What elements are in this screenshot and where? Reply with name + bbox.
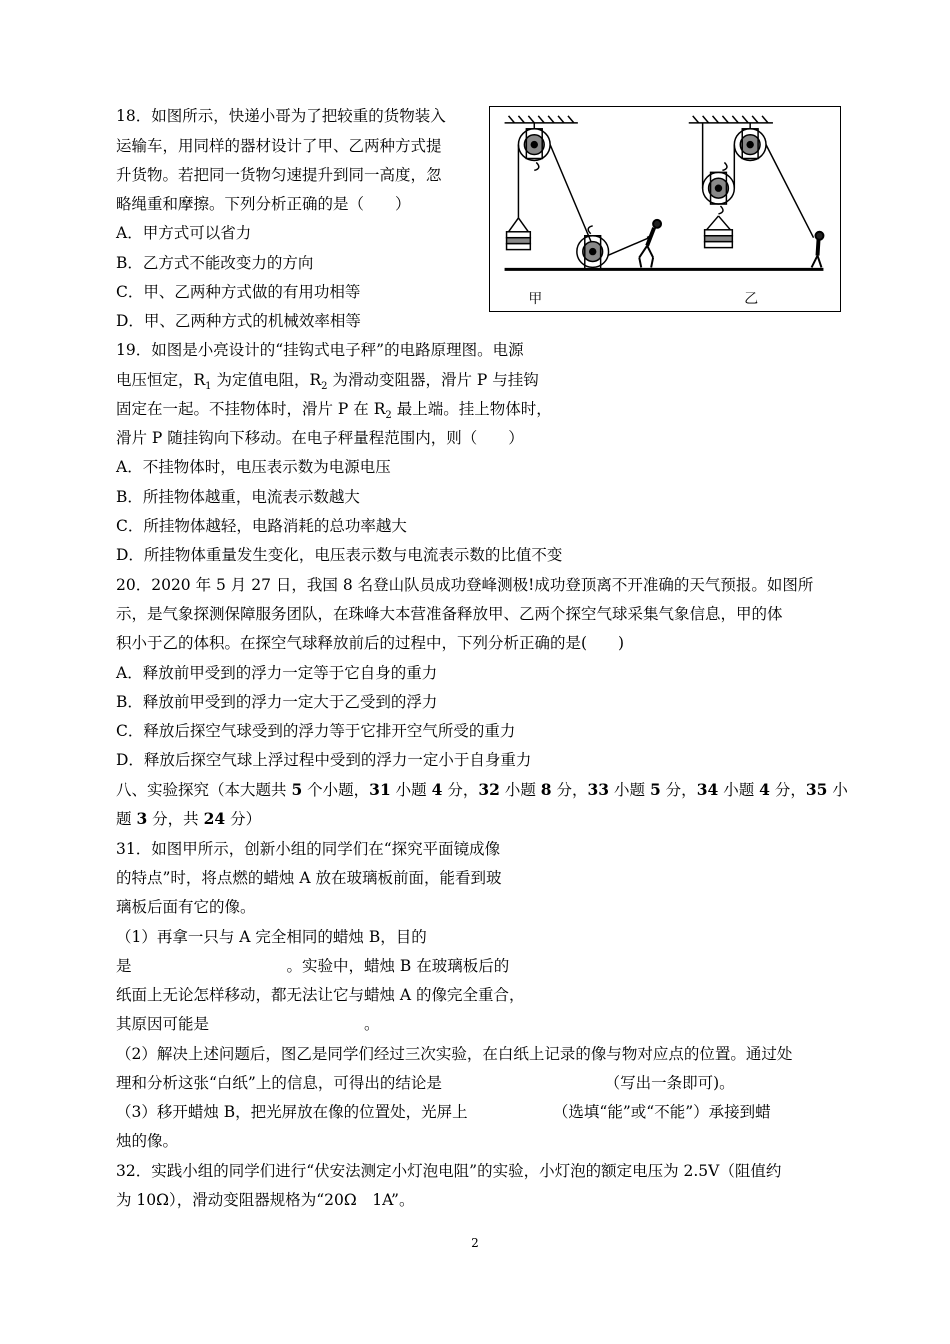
q19-stem-line-3: 固定在一起。不挂物体时，滑片 P 在 $R_2$ 最上端。挂上物体时， [116,400,552,422]
left-load [507,218,531,250]
q19-option-b: B．所挂物体越重，电流表示数越大 [116,488,360,506]
q18-stem-line-3: 升货物。若把同一货物匀速提升到同一高度，忽 [116,166,442,184]
q18-option-d: D．甲、乙两种方式的机械效率相等 [116,312,361,330]
q32-line-1: 32．实践小组的同学们进行“伏安法测定小灯泡电阻”的实验，小灯泡的额定电压为 2.5V（阻值约 [116,1162,782,1180]
q19-stem-line-1: 19．如图是小亮设计的“挂钩式电子秤”的电路原理图。电源 [116,341,524,359]
q18-stem-line-2: 运输车，用同样的器材设计了甲、乙两种方式提 [116,137,442,155]
q19-option-a: A．不挂物体时，电压表示数为电源电压 [116,458,391,476]
q18-option-b: B．乙方式不能改变力的方向 [116,254,314,272]
right-load [705,216,733,248]
section-8-line-1: 八、实验探究（本大题共 5 个小题，31 小题 4 分，32 小题 8 分，33 小题 5 分，34 小题 4 分，35 小 [116,780,848,799]
q19-option-d: D．所挂物体重量发生变化，电压表示数与电流表示数的比值不变 [116,546,563,564]
q31-line-1: 31．如图甲所示，创新小组的同学们在“探究平面镜成像 [116,840,501,858]
q31-line-4: （1）再拿一只与 A 完全相同的蜡烛 B，目的 [116,928,427,946]
movable-pulley [703,123,735,214]
q31-line-10: （3）移开蜡烛 B，把光屏放在像的位置处，光屏上 （选填“能”或“不能”）承接到蜡 [116,1103,771,1121]
q32-line-2: 为 10Ω），滑动变阻器规格为“20Ω 1A”。 [116,1191,415,1209]
q31-line-9: 理和分析这张“白纸”上的信息，可得出的结论是 （写出一条即可)。 [116,1074,735,1092]
q20-stem-line-3: 积小于乙的体积。在探空气球释放前后的过程中，下列分析正确的是( ) [116,634,625,652]
q31-line-6: 纸面上无论怎样移动，都无法让它与蜡烛 A 的像完全重合， [116,986,525,1004]
q18-stem-line-4: 略绳重和摩擦。下列分析正确的是（ ） [116,195,411,213]
q18-option-c: C．甲、乙两种方式做的有用功相等 [116,283,361,301]
pulley-figure [489,106,841,312]
ceiling-right [689,116,773,123]
q20-option-d: D．释放后探空气球上浮过程中受到的浮力一定小于自身重力 [116,751,532,769]
right-fixed-pulley [734,123,813,238]
ceiling-left [505,116,578,123]
q20-option-b: B．释放前甲受到的浮力一定大于乙受到的浮力 [116,693,438,711]
q31-line-8: （2）解决上述问题后，图乙是同学们经过三次实验，在白纸上记录的像与物对应点的位置。通过处 [116,1045,793,1063]
left-fixed-pulley [518,123,592,246]
q31-line-5: 是 。实验中，蜡烛 B 在玻璃板后的 [116,957,510,975]
q18-option-a: A．甲方式可以省力 [116,224,252,242]
q20-option-c: C．释放后探空气球受到的浮力等于它排开空气所受的重力 [116,722,516,740]
left-person [639,220,661,268]
q31-line-2: 的特点”时，将点燃的蜡烛 A 放在玻璃板前面，能看到玻 [116,869,502,887]
q31-line-11: 烛的像。 [116,1132,179,1150]
q19-option-c: C．所挂物体越轻，电路消耗的总功率越大 [116,517,407,535]
pulley-diagram [490,107,840,311]
q19-stem-line-2: 电压恒定，$R_1$ 为定值电阻，$R_2$ 为滑动变阻器，滑片 P 与挂钩 [116,371,539,393]
section-8-line-2: 题 3 分，共 24 分） [116,809,262,828]
figure-label-yi: 乙 [744,291,759,308]
q20-option-a: A．释放前甲受到的浮力一定等于它自身的重力 [116,664,438,682]
figure-label-jia: 甲 [528,291,543,308]
q20-stem-line-2: 示，是气象探测保障服务团队，在珠峰大本营准备释放甲、乙两个探空气球采集气象信息，甲的体 [116,605,783,623]
q31-line-7: 其原因可能是 。 [116,1015,380,1033]
q31-line-3: 璃板后面有它的像。 [116,898,256,916]
q19-stem-line-4: 滑片 P 随挂钩向下移动。在电子秤量程范围内，则（ ） [116,429,524,447]
q18-stem-line-1: 18．如图所示，快递小哥为了把较重的货物装入 [116,107,446,125]
page-number: 2 [471,1236,479,1250]
q20-stem-line-1: 20．2020 年 5 月 27 日，我国 8 名登山队员成功登峰测极!成功登顶离不开准确的天气预报。如图所 [116,576,814,594]
